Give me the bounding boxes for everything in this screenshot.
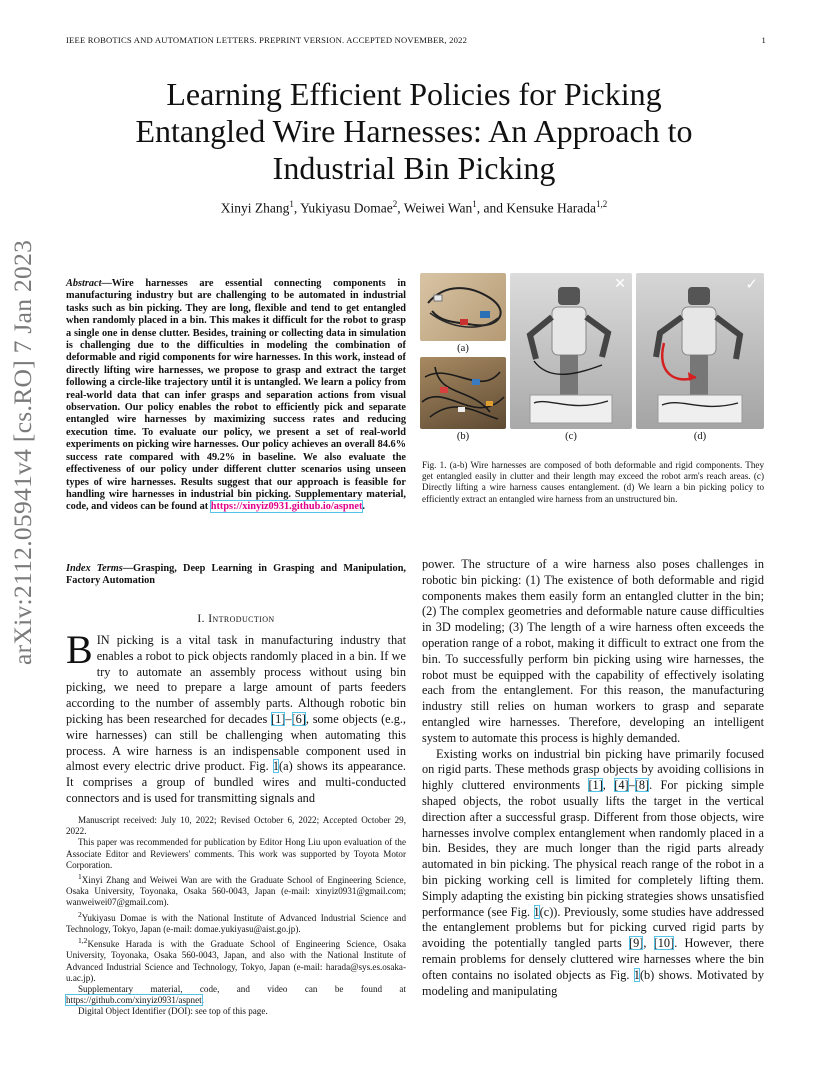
title-line-3: Industrial Bin Picking <box>272 150 556 186</box>
photo-cluttered-bin-b <box>420 357 506 429</box>
photo-robot-direct-lift-c <box>510 273 632 429</box>
intro-text: (a) shows its appearance. It comprises a group of bundled wires and multi-conducted connectors and is used for transmitting signals and <box>66 759 406 805</box>
footnote-text: Supplementary material, code, and video can be found at <box>78 983 406 994</box>
footnote <box>66 909 406 935</box>
citation-link[interactable]: [8] <box>634 778 650 793</box>
robot-circle-trajectory-illustration <box>636 273 764 429</box>
project-url-link[interactable]: https://xinyiz0931.github.io/aspnet <box>210 501 363 513</box>
index-terms <box>66 563 406 588</box>
footnote-end: . <box>201 995 204 1006</box>
footnote-mark: 2 <box>78 909 82 919</box>
citation-sep: , <box>643 936 654 951</box>
affiliation-mark: 1,2 <box>595 199 608 209</box>
figure-caption: Fig. 1. (a-b) Wire harnesses are composed of both deformable and rigid components. They get entangled easily in clutter and their length may exceed the robot arm's reach areas. (c) Directly lifting a wire harness causes entanglement. (d) We learn a bin picking policy to efficiently extract an entangled wire harness from an unstructured bin. <box>422 460 764 504</box>
footnote: Manuscript received: July 10, 2022; Revised October 6, 2022; Accepted October 29, 2022. <box>66 815 406 837</box>
paragraph-text: (c)). Previously, some studies have addressed the entanglement problems but for picking curved rigid parts by avoiding the potentially tangled parts <box>422 904 764 951</box>
section-title: Introduction <box>208 613 275 625</box>
citation-link[interactable]: [6] <box>291 711 306 726</box>
footnote-text: Xinyi Zhang and Weiwei Wan are with the Graduate School of Engineering Science, Osaka University, Toyonaka, Osaka 560-0043, Japan (e-mail: xinyiz0931@gmail.com; wanweiwei07@gmail.com). <box>66 875 406 908</box>
paragraph-text: . However, there remain problems for densely cluttered wire harnesses where the bin often contains no isolated objects as Fig. <box>422 936 764 982</box>
paragraph-text: Existing works on industrial bin picking have primarily focused on rigid parts. These methods grasp objects by avoiding collisions in highly cluttered environments <box>422 746 764 793</box>
arxiv-stamp: arXiv:2112.05941v4 [cs.RO] 7 Jan 2023 <box>8 239 37 665</box>
intro-text: IN picking is a vital task in manufacturing industry that enables a robot to pick objects randomly placed in a bin. If we try to automate an assembly process without using bin picking, we need to prepare a large amount of parts feeders according to the number of assembly parts. Although robotic bin picking has been researched for decades <box>66 633 406 726</box>
section-heading <box>66 613 406 625</box>
author-name: Xinyi Zhang <box>220 200 290 216</box>
robot-illustration <box>510 273 632 429</box>
running-header <box>66 35 766 45</box>
author-name: and Kensuke Harada <box>483 200 596 216</box>
wire-harness-illustration <box>420 273 506 341</box>
footnote-mark: 1 <box>78 872 82 882</box>
footnotes <box>66 815 406 1018</box>
intro-paragraph <box>66 627 406 807</box>
panel-label-d: (d) <box>693 431 707 442</box>
abstract <box>66 278 406 514</box>
affiliation-mark: 1 <box>289 199 294 209</box>
footnote: Digital Object Identifier (DOI): see top of this page. <box>78 1006 268 1017</box>
cluttered-wires-illustration <box>420 357 506 429</box>
author-name: Weiwei Wan <box>403 200 473 216</box>
index-terms-label: Index Terms <box>66 563 123 574</box>
title-line-2: Entangled Wire Harnesses: An Approach to <box>135 113 693 149</box>
right-column-text <box>422 557 764 999</box>
success-check-icon: ✓ <box>745 275 758 293</box>
paper-title <box>100 76 728 187</box>
abstract-end: . <box>362 501 365 513</box>
section-number: I. <box>197 613 205 625</box>
intro-text: , some objects (e.g., wire harnesses) can still be challenging when automating this process. A wire harness is an indispensable component used in almost every electric drive product. Fig. <box>66 711 406 774</box>
figure-link[interactable]: 1 <box>533 904 540 919</box>
abstract-text: —Wire harnesses are essential connecting components in manufacturing industry but are challenging to be automated in industrial tasks such as bin picking. They are long, flexible and tend to get entangled when randomly placed in a bin. This makes it difficult for the robot to grasp a single one in dense clutter. Besides, training or collecting data in simulation is challenging due to the difficulties in modeling the combination of deformable and rigid components for wire harnesses. In this work, instead of directly lifting wire harnesses, we propose to grasp and extract the target following a circle-like trajectory until it is untangled. We learn a policy from real-world data that can infer grasps and separation actions from visual observation. Our policy enables the robot to efficiently pick and separate entangled wire harnesses by maximizing success rates and reducing execution time. To evaluate our policy, we present a set of real-world experiments on picking wire harnesses. Our policy achieves an overall 84.6% success rate compared with 49.2% in baseline. We also evaluate the effectiveness of our policy under different clutter scenarios using unseen types of wire harnesses. Results suggest that our approach is feasible for handling wire harnesses in industrial bin picking. Supplementary material, code, and videos can be found at <box>66 278 406 513</box>
title-line-1: Learning Efficient Policies for Picking <box>166 76 662 112</box>
panel-label-a: (a) <box>457 343 469 354</box>
footnote: This paper was recommended for publication by Editor Hong Liu upon evaluation of the Associate Editor and Reviewers' comments. This work was supported by Toyota Motor Corporation. <box>66 837 406 870</box>
citation-sep: – <box>628 778 635 793</box>
paragraph-text: . For picking simple shaped objects, the robot usually lifts the target in the vertical direction after a successful grasp. Different from those objects, wire harnesses involve complex entanglement when randomly placed in a bin. Besides, they are much longer than the rigid parts already automated in bin picking. The physical reach range of the robot in a bin picking working cell is limited for completely lifting them. Simply adapting the existing bin picking strategies shows unsatisfied performance (see Fig. <box>422 778 764 919</box>
citation-sep: , <box>602 778 615 793</box>
abstract-label: Abstract <box>66 278 102 289</box>
citation-link[interactable]: [1] <box>588 778 603 793</box>
author-list: Xinyi Zhang$^1$, Yukiyasu Domae$^2$, Weiwei Wan$^1$, and Kensuke Harada$^{1,2}$ <box>220 199 608 216</box>
drop-cap: B <box>66 627 93 672</box>
citation-link[interactable]: [10] <box>653 936 675 951</box>
footnote-text: Kensuke Harada is with the Graduate School of Engineering Science, Osaka University, Toyonaka, Osaka 560-0043, Japan, and also with the National Institute of Advanced Industrial Science and Technology, Tokyo, Japan (e-mail: harada@sys.es.osaka-u.ac.jp). <box>66 939 406 983</box>
paragraph-text: (b) shows. Motivated by modeling and manipulating <box>422 967 764 998</box>
running-title: IEEE ROBOTICS AND AUTOMATION LETTERS. PREPRINT VERSION. ACCEPTED NOVEMBER, 2022 <box>66 35 468 45</box>
author-name: Yukiyasu Domae <box>300 200 393 216</box>
citation-sep: – <box>285 711 292 726</box>
affiliation-mark: 1 <box>472 199 477 209</box>
citation-link[interactable]: [9] <box>629 936 644 951</box>
paragraph <box>422 747 764 1000</box>
figure-link[interactable]: 1 <box>272 759 280 774</box>
footnote <box>66 935 406 984</box>
footnote <box>66 984 406 1006</box>
footnote-text: Yukiyasu Domae is with the National Institute of Advanced Industrial Science and Technology, Tokyo, Japan (e-mail: domae.yukiyasu@aist.go.jp). <box>66 912 406 934</box>
figure-link[interactable]: 1 <box>633 967 640 982</box>
footnote <box>66 871 406 909</box>
footnote-mark: 1,2 <box>78 936 88 946</box>
github-link[interactable]: https://github.com/xinyiz0931/aspnet <box>66 995 202 1006</box>
page-number: 1 <box>761 35 766 45</box>
index-terms-text: —Grasping, Deep Learning in Grasping and Manipulation, Factory Automation <box>66 563 406 587</box>
panel-label-b: (b) <box>456 431 470 442</box>
affiliation-mark: 2 <box>392 199 398 209</box>
citation-link[interactable]: [4] <box>614 778 629 793</box>
photo-robot-policy-d <box>636 273 764 429</box>
failure-x-icon: ✕ <box>614 276 626 292</box>
paragraph: power. The structure of a wire harness also poses challenges in robotic bin picking: (1) The existence of both deformable and rigid components makes them easily form an entangled clutter in the bin; (2) The complex geometries and deformable nature cause difficulties in 3D modeling; (3) The length of a wire harness often exceeds the operation range of a robot, making it difficult to extract one from the bin. To successfully perform bin picking using wire harnesses, the robot must be equipped with the capability of effectively isolating each from the entanglement. For this reason, the manufacturing industry still relies on human workers to grasp and separate entangled wire harnesses. Therefore, developing an intelligent system to automate this process is highly demanded. <box>422 557 764 745</box>
citation-link[interactable]: [1] <box>271 711 286 726</box>
panel-label-c: (c) <box>565 431 577 442</box>
photo-wire-harness-a <box>420 273 506 341</box>
figure-1 <box>420 273 765 445</box>
